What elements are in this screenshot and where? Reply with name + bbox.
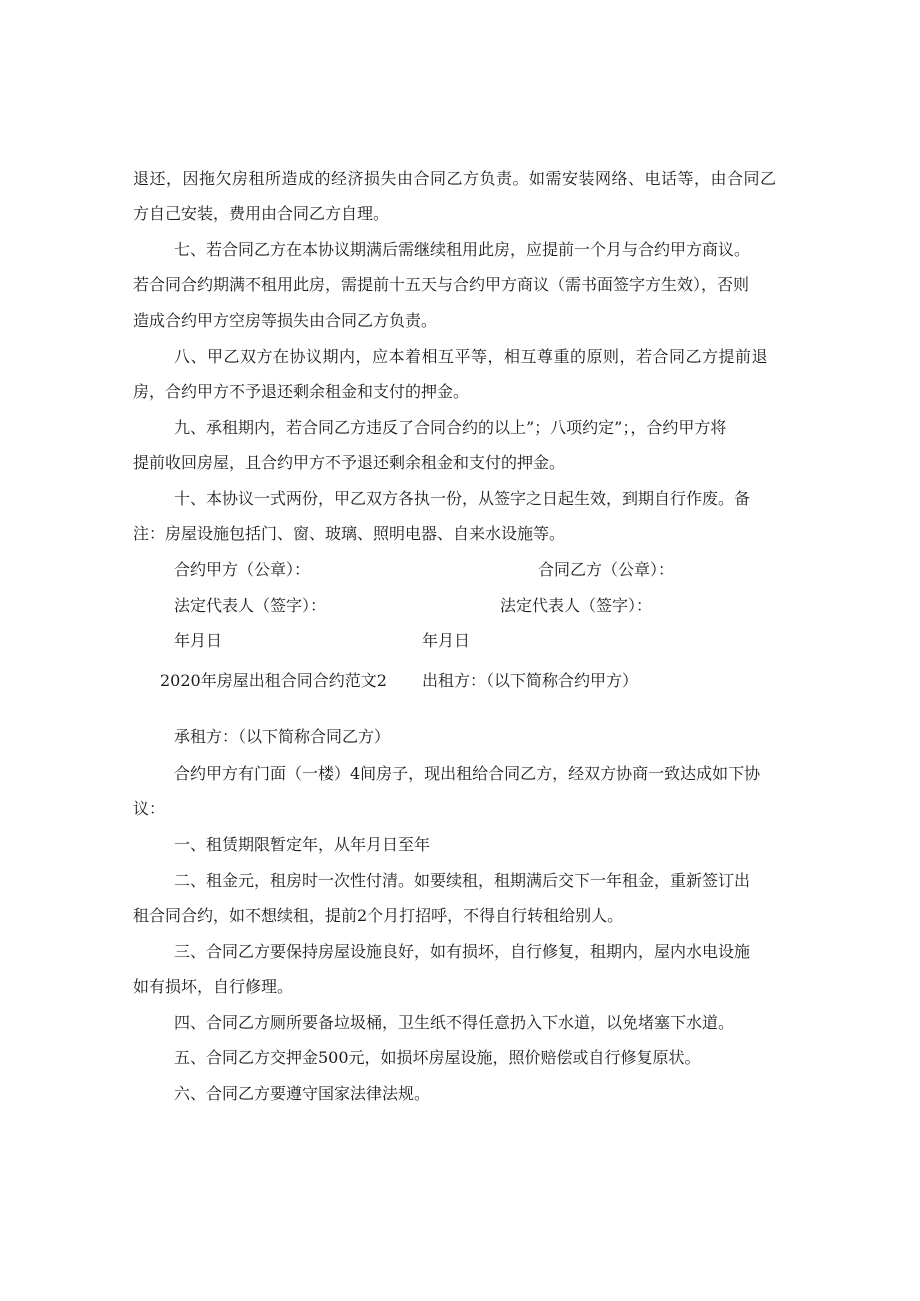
contract-2-clause-5: 五、合同乙方交押金500元，如损坏房屋设施，照价赔偿或自行修复原状。	[174, 1048, 701, 1067]
clause-6-continued-line-2: 方自己安装，费用由合同乙方自理。	[133, 204, 390, 223]
contract-2-clause-2-line-2: 租合同合约，如不想续租，提前2个月打招呼，不得自行转租给别人。	[133, 906, 624, 925]
party-a-representative-label: 法定代表人（签字）：	[174, 596, 327, 615]
clause-8-line-1: 八、甲乙双方在协议期内，应本着相互平等，相互尊重的原则，若合同乙方提前退	[174, 347, 769, 366]
contract-2-clause-3-line-1: 三、合同乙方要保持房屋设施良好，如有损坏，自行修复，租期内，屋内水电设施	[174, 942, 751, 961]
party-b-seal-label: 合同乙方（公章）：	[538, 560, 675, 579]
lessee-label: 承租方：（以下简称合同乙方）	[174, 727, 391, 746]
contract-2-clause-2-line-1: 二、租金元，租房时一次性付清。如要续租，租期满后交下一年租金，重新签订出	[174, 871, 751, 890]
intro-line-1: 合约甲方有门面（一楼）4间房子，现出租给合同乙方，经双方协商一致达成如下协	[174, 764, 761, 783]
intro-line-2: 议：	[133, 799, 166, 818]
clause-8-line-2: 房，合约甲方不予退还剩余租金和支付的押金。	[133, 382, 470, 401]
clause-10-line-2: 注：房屋设施包括门、窗、玻璃、照明电器、自来水设施等。	[133, 524, 566, 543]
contract-2-clause-4: 四、合同乙方厕所要备垃圾桶，卫生纸不得任意扔入下水道，以免堵塞下水道。	[174, 1013, 735, 1032]
contract-2-title: 2020年房屋出租合同合约范文2	[160, 671, 387, 690]
clause-7-line-1: 七、若合同乙方在本协议期满后需继续租用此房，应提前一个月与合约甲方商议。	[174, 240, 751, 259]
contract-2-clause-6: 六、合同乙方要遵守国家法律法规。	[174, 1084, 431, 1103]
clause-10-line-1: 十、本协议一式两份，甲乙双方各执一份，从签字之日起生效，到期自行作废。备	[174, 489, 751, 508]
party-a-seal-label: 合约甲方（公章）：	[174, 560, 311, 579]
party-a-date: 年月日	[174, 631, 223, 650]
clause-9-line-1: 九、承租期内，若合同乙方违反了合同合约的以上”；八项约定”；，合约甲方将	[174, 418, 727, 437]
contract-2-clause-3-line-2: 如有损坏，自行修理。	[133, 977, 294, 996]
party-b-date: 年月日	[422, 631, 471, 650]
clause-9-line-2: 提前收回房屋，且合约甲方不予退还剩余租金和支付的押金。	[133, 453, 566, 472]
clause-6-continued-line-1: 退还，因拖欠房租所造成的经济损失由合同乙方负责。如需安装网络、电话等，由合同乙	[133, 169, 777, 188]
contract-2-clause-1: 一、租赁期限暂定年，从年月日至年	[174, 835, 431, 854]
clause-7-line-2: 若合同合约期满不租用此房，需提前十五天与合约甲方商议（需书面签字方生效），否则	[133, 275, 750, 294]
party-b-representative-label: 法定代表人（签字）：	[500, 596, 653, 615]
lessor-label: 出租方：（以下简称合约甲方）	[422, 671, 639, 690]
clause-7-line-3: 造成合约甲方空房等损失由合同乙方负责。	[133, 311, 438, 330]
